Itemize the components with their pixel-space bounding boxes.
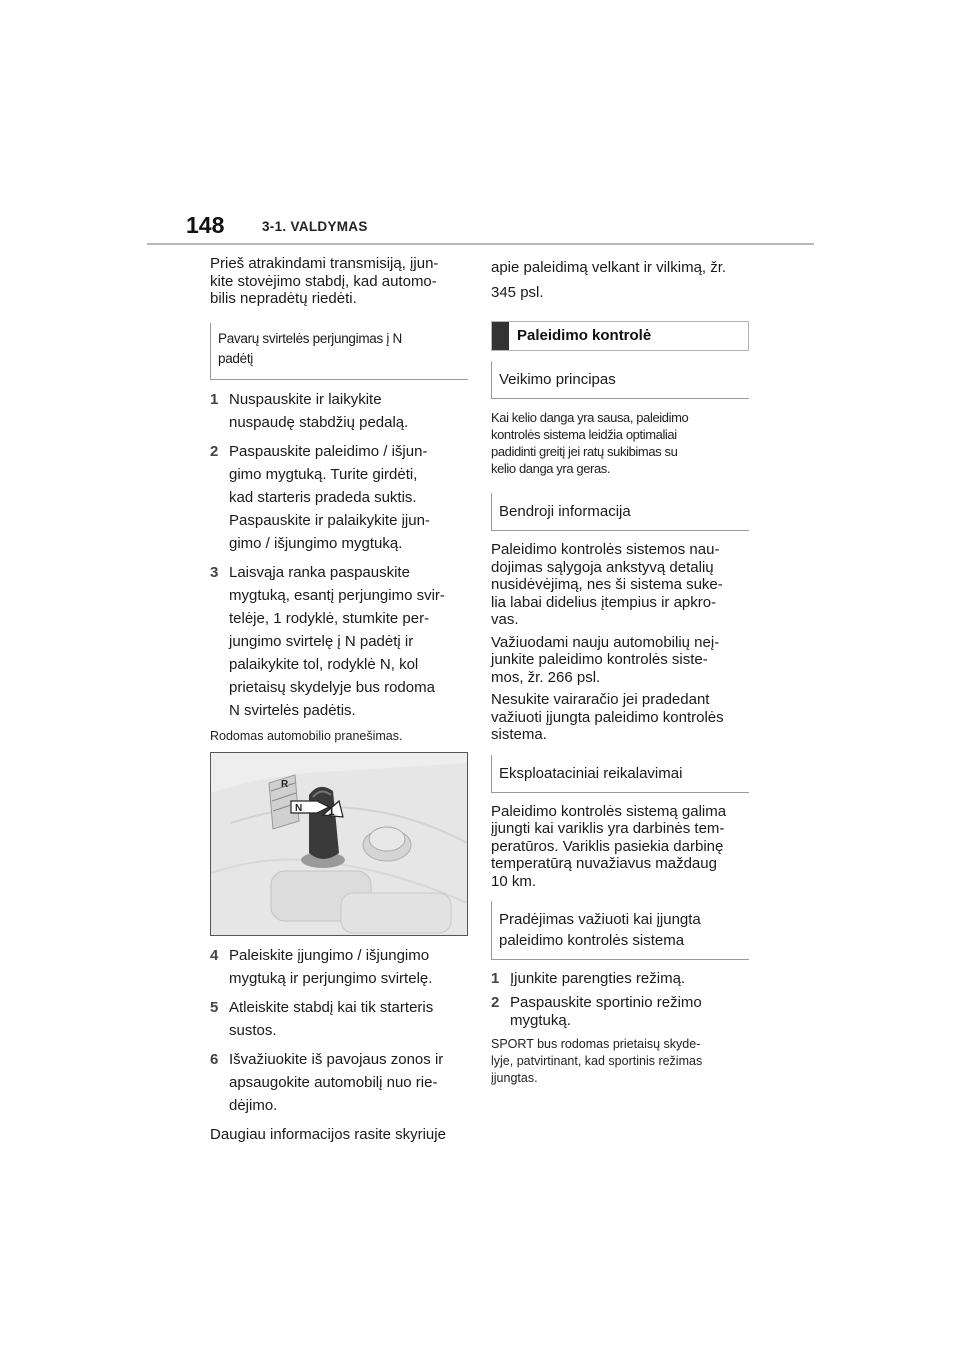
subheading-starting: Pradėjimas važiuoti kai įjungta paleidimo kontrolės sistema [491, 901, 749, 960]
general-info-p1: Paleidimo kontrolės sistemos nau- dojimas sąlygoja ankstyvą detalių nusidėvėjimą, nes ši sistema suke- lia labai didelius įtempius ir apkro- vas. [491, 541, 723, 628]
step-5: 5 Atleiskite stabdį kai tik starteris sustos. [210, 998, 434, 1039]
subheading-requirements: Eksploataciniai reikalavimai [491, 755, 749, 793]
step-4: 4 Paleiskite įjungimo / išjungimo mygtuką ir perjungimo svirtelę. [210, 946, 433, 987]
launch-step-2: 2 Paspauskite sportinio režimo mygtuką. [491, 994, 702, 1029]
general-info-p3: Nesukite vairaračio jei pradedant važiuoti įjungta paleidimo kontrolės sistema. [491, 691, 724, 743]
gear-lever-figure [210, 752, 468, 936]
figure-label-1: 1 [328, 803, 335, 818]
gear-lever-illustration [211, 753, 467, 935]
page-number: 148 [186, 212, 225, 238]
requirements-text: Paleidimo kontrolės sistemą galima įjungti kai variklis yra darbinės tem- peratūros. Variklis pasiekia darbinę temperatūrą nuvažiavus maždaug 10 km. [491, 802, 727, 890]
heading-marker [492, 322, 509, 350]
right-column [491, 255, 749, 1091]
continued-paragraph: apie paleidimą velkant ir vilkimą, žr. 345 psl. [491, 259, 727, 301]
general-info-p2: Važiuodami nauju automobilių neį- junkite paleidimo kontrolės siste- mos, žr. 266 psl. [491, 633, 720, 686]
heading-launch-control: Paleidimo kontrolė [491, 321, 749, 351]
header-divider [147, 243, 814, 245]
launch-step-1: 1 Įjunkite parengties režimą. [491, 970, 686, 987]
left-column [210, 255, 468, 1150]
figure-label-r: R [281, 778, 289, 790]
subheading-principle: Veikimo principas [491, 361, 749, 399]
subheading-general-info: Bendroji informacija [491, 493, 749, 531]
step-3: 3 Laisvąja ranka paspauskite mygtuką, esantį perjungimo svir- telėje, 1 rodyklė, stumkite per- jungimo svirtelę į N padėtį ir palaikykite tol, rodyklė N, kol prietaisų skydelyje bus rodoma N svirtelės padėtis. [210, 563, 445, 719]
intro-paragraph: Prieš atrakindami transmisiją, įjun- kite stovėjimo stabdį, kad automo- bilis nepradėtų riedėti. [210, 255, 439, 307]
figure-label-n: N [295, 802, 303, 814]
figure-caption: Rodomas automobilio pranešimas. [210, 728, 403, 743]
principle-text: Kai kelio danga yra sausa, paleidimo kontrolės sistema leidžia optimaliai padidinti greitį jei ratų sukibimas su kelio danga yra geras. [491, 410, 689, 476]
section-title: 3-1. VALDYMAS [262, 219, 368, 234]
outro-paragraph: Daugiau informacijos rasite skyriuje [210, 1125, 446, 1143]
sport-mode-caption: SPORT bus rodomas prietaisų skyde- lyje, patvirtinant, kad sportinis režimas įjungtas. [491, 1037, 703, 1085]
step-1: 1 Nuspauskite ir laikykite nuspaudę stabdžių pedalą. [210, 390, 409, 431]
step-2: 2 Paspauskite paleidimo / išjun- gimo mygtuką. Turite girdėti, kad starteris pradeda suktis. Paspauskite ir palaikykite įjun- gimo / išjungimo mygtuką. [210, 442, 430, 552]
subheading-gear-n: Pavarų svirtelės perjungimas į N padėtį [210, 323, 468, 380]
step-6: 6 Išvažiuokite iš pavojaus zonos ir apsaugokite automobilį nuo rie- dėjimo. [210, 1050, 444, 1114]
